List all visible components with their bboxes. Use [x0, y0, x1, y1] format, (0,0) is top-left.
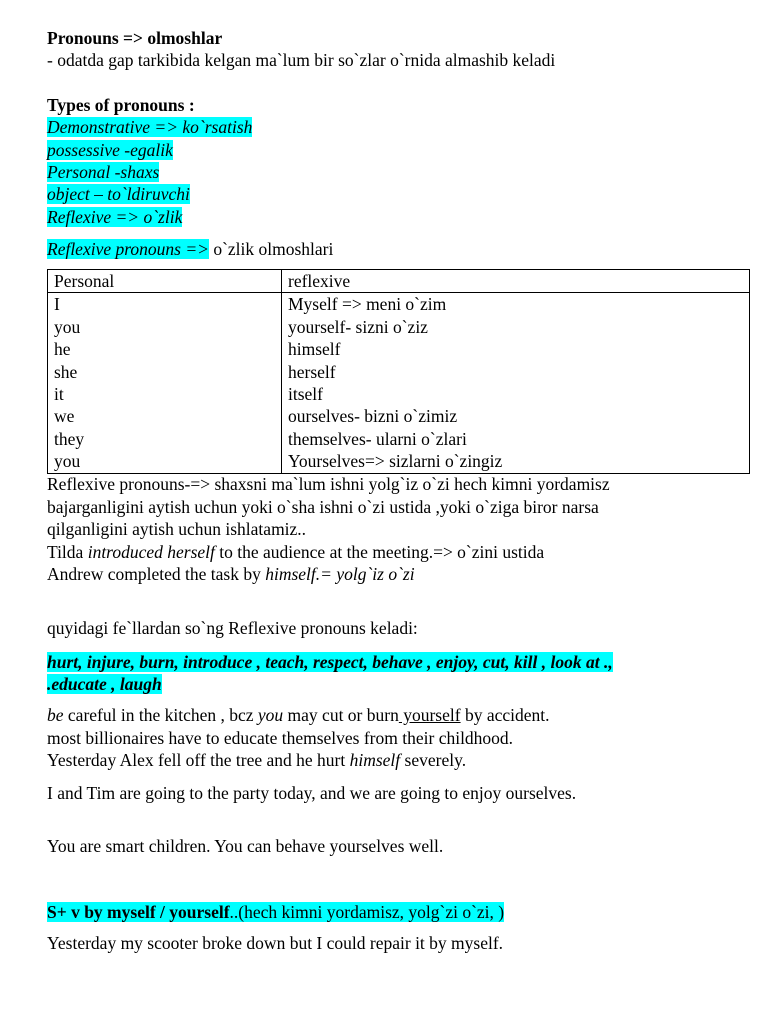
example-italic: you [257, 705, 284, 725]
example-andrew [47, 563, 415, 585]
explanation-line: qilganligini aytish uchun ishlatamiz.. [47, 519, 307, 539]
type-item-text: possessive -egalik [47, 140, 173, 160]
explanation-line: Reflexive pronouns-=> shaxsni ma`lum ishni yolg`iz o`zi hech kimni yordamisz [47, 474, 610, 494]
reflexive-heading [47, 238, 333, 260]
types-heading: Types of pronouns : [47, 95, 195, 115]
example-text: may cut or burn [283, 705, 399, 725]
verbs-list-text: hurt, injure, burn, introduce , teach, respect, behave , enjoy, cut, kill , look at ., [47, 652, 613, 672]
personal-pronoun: she [54, 361, 78, 382]
example-sentence: I and Tim are going to the party today, and we are going to enjoy ourselves. [47, 783, 577, 803]
reflexive-cell [282, 293, 750, 473]
example-text: to the audience at the meeting.=> o`zini ustida [214, 542, 545, 562]
personal-pronoun: it [54, 384, 64, 405]
example-italic: himself.= yolg`iz o`zi [265, 564, 415, 584]
personal-pronoun: he [54, 339, 71, 360]
rule-bold: S+ v by myself / yourself [47, 902, 230, 922]
personal-pronoun: you [54, 316, 81, 337]
example-italic: himself [349, 750, 401, 770]
reflexive-pronoun: herself [288, 361, 336, 382]
by-myself-rule [47, 901, 504, 923]
verbs-list-line [47, 673, 162, 695]
example-text: severely. [400, 750, 467, 770]
reflexive-pronoun: ourselves- bizni o`zimiz [288, 406, 458, 427]
example-sentence: You are smart children. You can behave yourselves well. [47, 836, 444, 856]
rule-text: ..(hech kimni yordamisz, yolg`zi o`zi, ) [229, 902, 505, 922]
verbs-list-text: .educate , laugh [47, 674, 162, 694]
example-underlined: yourself [398, 705, 461, 725]
column-header-personal: Personal [48, 270, 282, 293]
example-italic: be [47, 705, 64, 725]
reflexive-heading-highlight: Reflexive pronouns => [47, 239, 209, 259]
example-sentence [47, 704, 550, 726]
example-text: Yesterday Alex fell off the tree and he hurt [47, 750, 350, 770]
page-title: Pronouns => olmoshlar [47, 28, 223, 48]
personal-pronoun: we [54, 406, 75, 427]
table-header-row [48, 270, 750, 293]
type-item-text: Personal -shaxs [47, 162, 160, 182]
type-item [47, 183, 190, 205]
personal-cell [48, 293, 282, 473]
by-myself-rule-highlight [47, 902, 504, 922]
reflexive-pronoun: himself [288, 339, 341, 360]
example-italic: introduced herself [87, 542, 215, 562]
personal-pronoun: I [54, 294, 60, 315]
example-sentence: most billionaires have to educate themselves from their childhood. [47, 728, 514, 748]
type-item [47, 116, 252, 138]
example-tilda [47, 541, 544, 563]
example-sentence [47, 749, 466, 771]
type-item-text: object – to`ldiruvchi [47, 184, 190, 204]
example-text: careful in the kitchen , bcz [63, 705, 258, 725]
by-myself-example: Yesterday my scooter broke down but I could repair it by myself. [47, 933, 504, 953]
verbs-intro: quyidagi fe`llardan so`ng Reflexive pronouns keladi: [47, 618, 418, 638]
reflexive-pronoun: themselves- ularni o`zlari [288, 428, 467, 449]
reflexive-pronoun: Yourselves=> sizlarni o`zingiz [288, 451, 503, 472]
reflexive-pronoun: itself [288, 384, 323, 405]
example-text: Tilda [47, 542, 88, 562]
type-item [47, 161, 159, 183]
reflexive-heading-rest: o`zlik olmoshlari [208, 239, 334, 259]
type-item [47, 139, 173, 161]
personal-pronoun: you [54, 451, 81, 472]
example-text: Andrew completed the task by [47, 564, 266, 584]
definition-line: - odatda gap tarkibida kelgan ma`lum bir so`zlar o`rnida almashib keladi [47, 50, 556, 70]
type-item-text: Demonstrative => ko`rsatish [47, 117, 253, 137]
type-item-text: Reflexive => o`zlik [47, 207, 183, 227]
verbs-list-line [47, 651, 613, 673]
reflexive-pronoun: Myself => meni o`zim [288, 294, 447, 315]
type-item [47, 206, 182, 228]
pronoun-table [47, 269, 750, 474]
personal-pronoun: they [54, 428, 85, 449]
explanation-line: bajarganligini aytish uchun yoki o`sha ishni o`zi ustida ,yoki o`ziga biror narsa [47, 497, 599, 517]
reflexive-pronoun: yourself- sizni o`ziz [288, 316, 428, 337]
example-text: by accident. [460, 705, 550, 725]
table-row [48, 293, 750, 473]
column-header-reflexive: reflexive [282, 270, 750, 293]
